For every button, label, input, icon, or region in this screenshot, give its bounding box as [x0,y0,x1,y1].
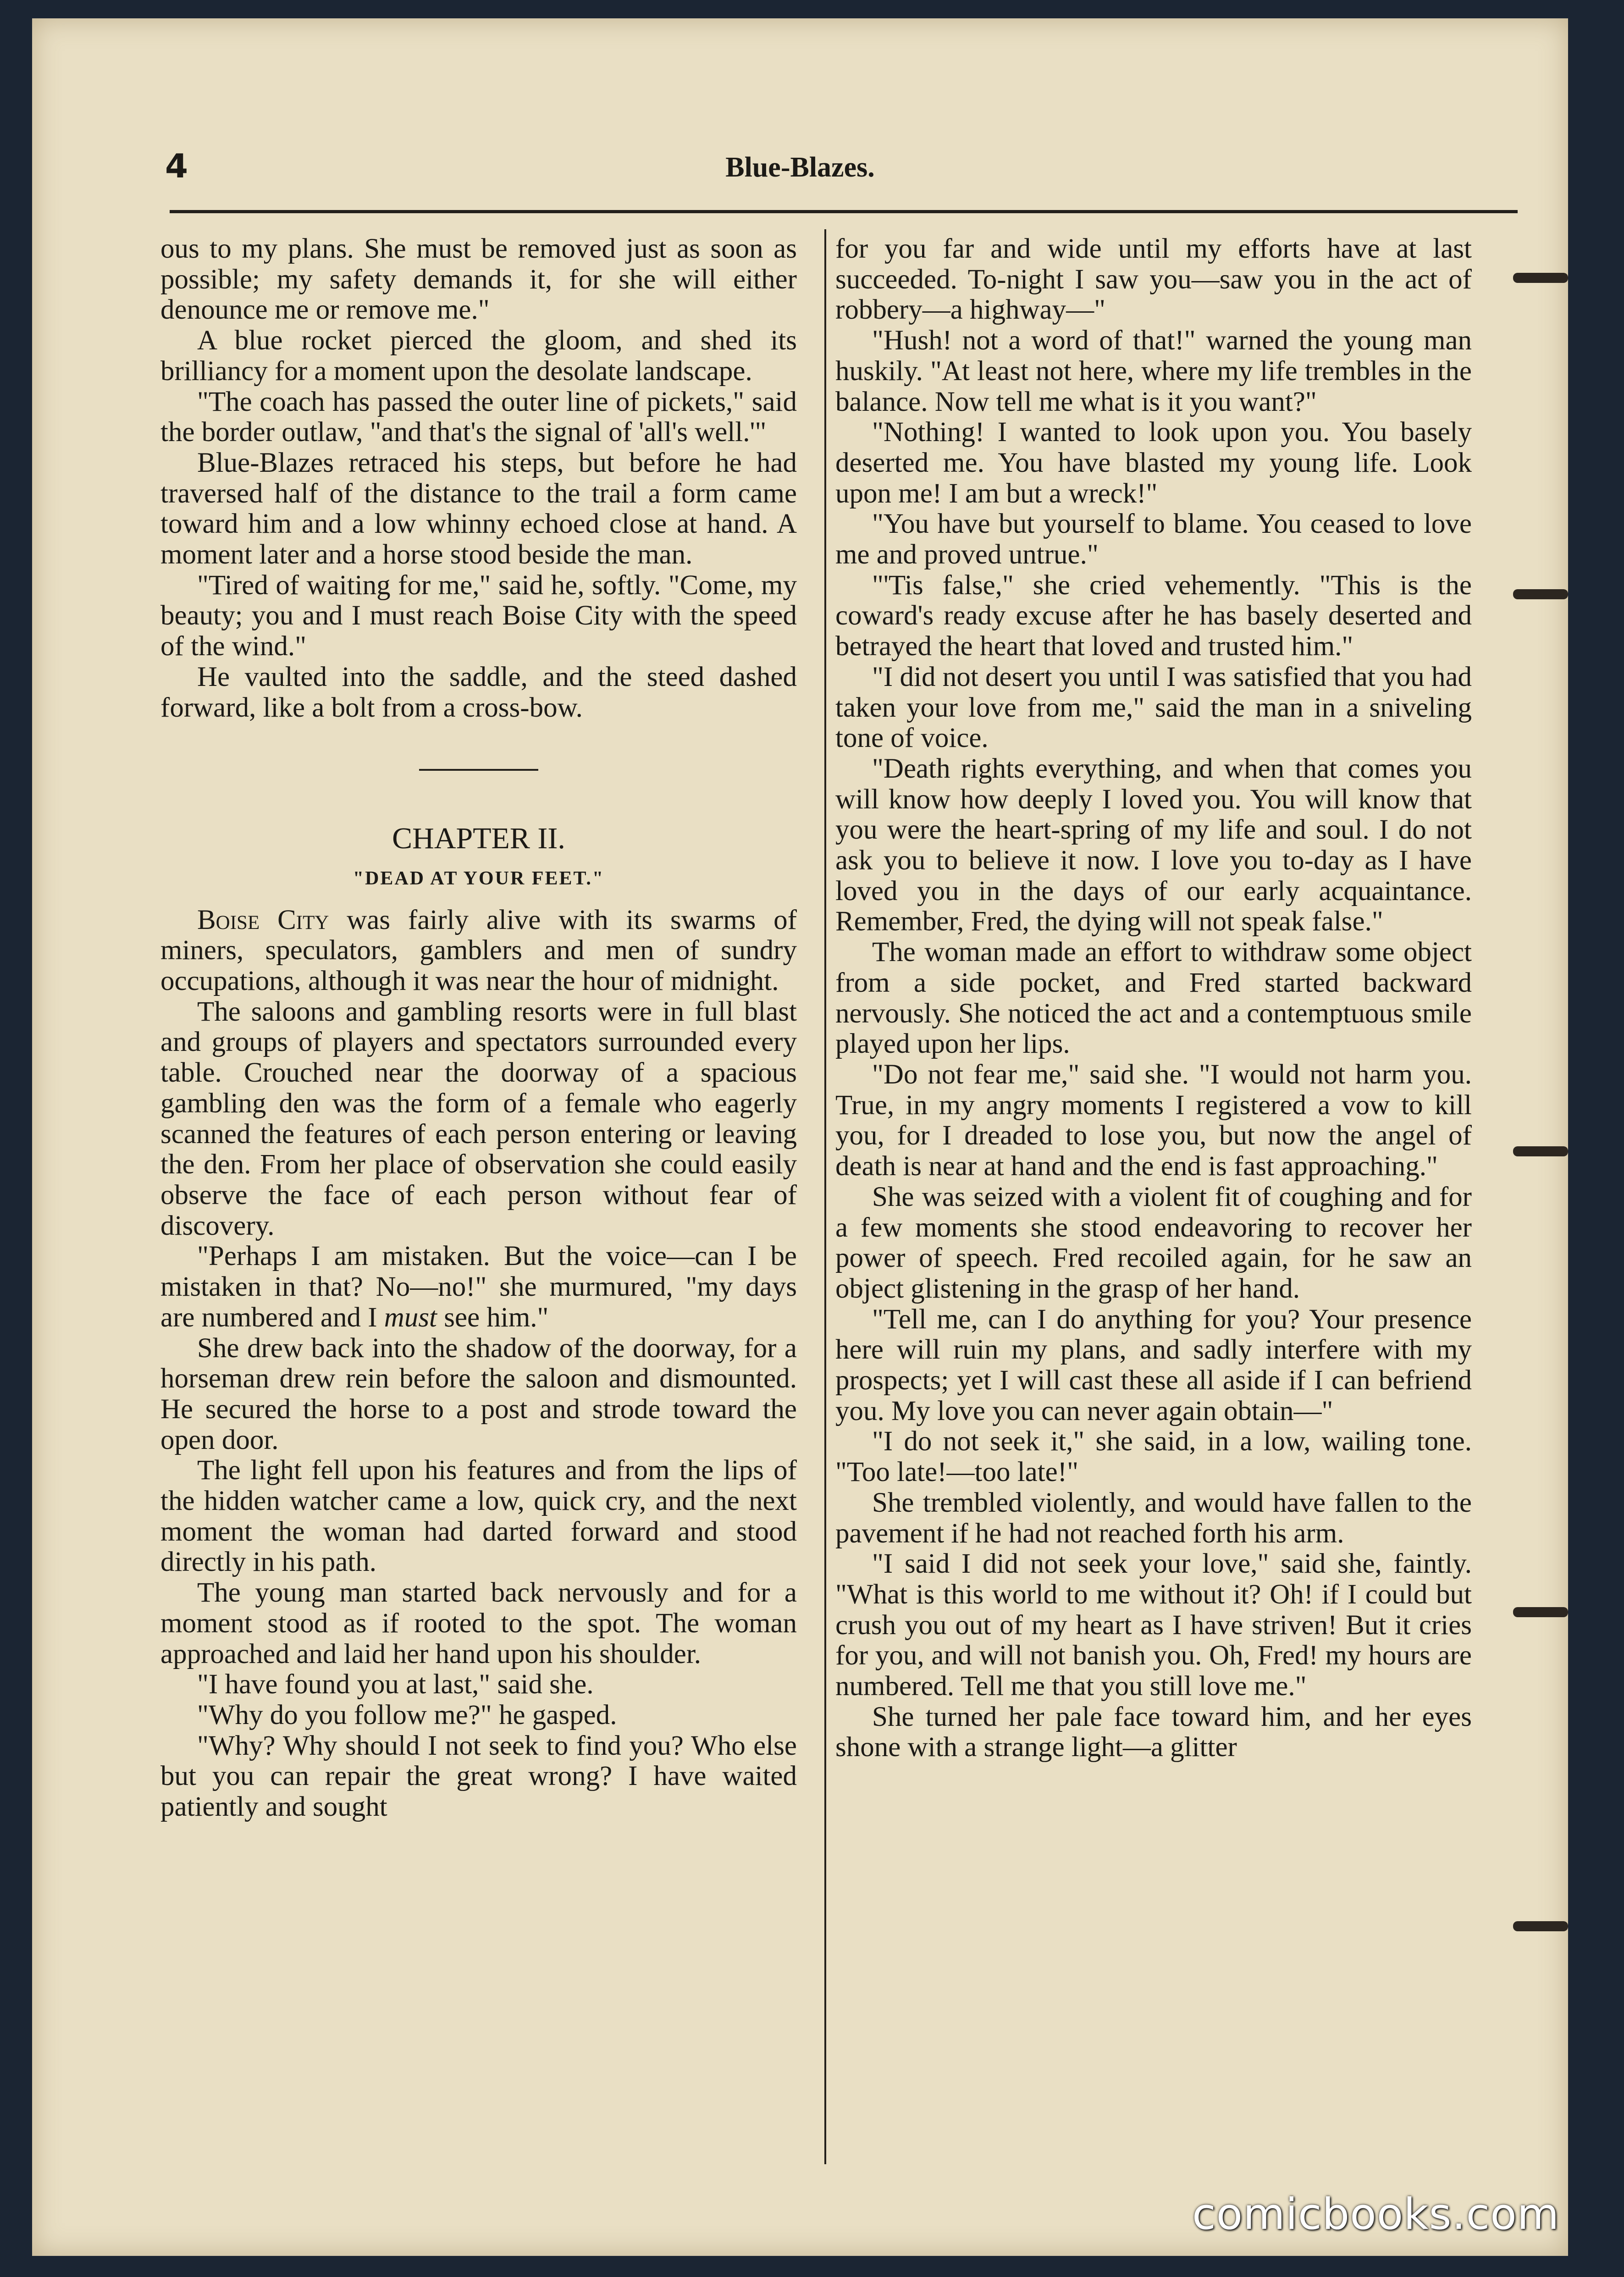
emphasis-text: must [384,1302,437,1333]
binding-staple [1513,273,1568,283]
small-caps-lead: Boise City [197,904,329,935]
paragraph: "Hush! not a word of that!" warned the young man huskily. "At least not here, where my life trembles in the balance. Now tell me what is it you want?" [835,325,1472,417]
paragraph: The saloons and gambling resorts were in full blast and groups of players and spectators surrounded every table. Crouched near the doorway of a spacious gambling den was the form of a female who eagerly scanned the features of each person entering or leaving the den. From her place of observation she could easily observe the face of each person without fear of discovery. [160,996,797,1241]
paragraph: "Nothing! I wanted to look upon you. You basely deserted me. You have blasted my young life. Look upon me! I am but a wreck!" [835,417,1472,509]
paragraph: "I did not desert you until I was satisfied that you had taken your love from me," said the man in a sniveling tone of voice. [835,661,1472,754]
chapter-heading: CHAPTER II. [392,822,565,856]
paragraph: A blue rocket pierced the gloom, and shed its brilliancy for a moment upon the desolate landscape. [160,325,797,387]
paragraph: He vaulted into the saddle, and the steed dashed forward, like a bolt from a cross-bow. [160,661,797,723]
paragraph: "'Tis false," she cried vehemently. "This is the coward's ready excuse after he has basely deserted and betrayed the heart that loved and trusted him." [835,569,1472,662]
running-title: Blue-Blazes. [725,152,875,183]
header-rule [170,210,1518,213]
book-page [32,18,1568,2256]
page-number: 4 [165,147,188,185]
paragraph: "The coach has passed the outer line of pickets," said the border outlaw, "and that's the signal of 'all's well.'" [160,386,797,448]
right-column [835,234,1472,1763]
paragraph: She was seized with a violent fit of coughing and for a few moments she stood endeavoring to recover her power of speech. Fred recoiled again, for he saw an object glistening in the grasp of her hand. [835,1181,1472,1304]
paragraph: "You have but yourself to blame. You ceased to love me and proved untrue." [835,508,1472,570]
paragraph: for you far and wide until my efforts have at last succeeded. To-night I saw you—saw you in the act of robbery—a highway—" [835,233,1472,326]
left-column [160,234,797,1823]
text-run: see him." [437,1302,549,1333]
paragraph: "Tell me, can I do anything for you? Your presence here will ruin my plans, and sadly interfere with my prospects; yet I will cast these all aside if I can befriend you. My love you can never again obtain—" [835,1304,1472,1426]
paragraph: "Why do you follow me?" he gasped. [197,1699,617,1730]
watermark: comicbooks.com [1192,2189,1560,2239]
paragraph: The young man started back nervously and for a moment stood as if rooted to the spot. The woman approached and laid her hand upon his shoulder. [160,1577,797,1669]
binding-staple [1513,1607,1568,1617]
chapter-subtitle: "DEAD AT YOUR FEET." [353,868,605,889]
opening-text: was fairly alive with its swarms of miners, speculators, gamblers and men of sundry occupations, although it was near the hour of midnight. [160,904,797,997]
section-divider [419,769,538,771]
paragraph: The light fell upon his features and from the lips of the hidden watcher came a low, quick cry, and the next moment the woman had darted forward and stood directly in his path. [160,1455,797,1578]
binding-staple [1513,1146,1568,1156]
paragraph: "Death rights everything, and when that comes you will know how deeply I loved you. You will know that you were the heart-spring of my life and soul. I do not ask you to believe it now. I love you to-day as I have loved you in the days of our early acquaintance. Remember, Fred, the dying will not speak false." [835,753,1472,937]
text-run: "Perhaps I am mistaken. But the voice—can I be mistaken in that? No—no!" she murmured, "my days are numbered and I [160,1241,797,1333]
paragraph: Blue-Blazes retraced his steps, but before he had traversed half of the distance to the trail a form came toward him and a low whinny echoed close at hand. A moment later and a horse stood beside the man. [160,447,797,570]
paragraph: "I have found you at last," said she. [197,1669,594,1700]
paragraph: She turned her pale face toward him, and her eyes shone with a strange light—a glitter [835,1701,1472,1763]
paragraph: The woman made an effort to withdraw some object from a side pocket, and Fred started backward nervously. She noticed the act and a contemptuous smile played upon her lips. [835,937,1472,1060]
paragraph: She drew back into the shadow of the doorway, for a horseman drew rein before the saloon and dismounted. He secured the horse to a post and strode toward the open door. [160,1332,797,1455]
binding-staple [1513,1921,1568,1931]
binding-staple [1513,589,1568,599]
paragraph: "Tired of waiting for me," said he, softly. "Come, my beauty; you and I must reach Boise City with the speed of the wind." [160,569,797,662]
chapter-opening-paragraph [160,905,797,997]
column-divider [824,229,826,2164]
paragraph: "Do not fear me," said she. "I would not harm you. True, in my angry moments I registered a vow to kill you, for I dreaded to lose you, but now the angel of death is near at hand and the end is fast approaching." [835,1059,1472,1182]
paragraph: "I said I did not seek your love," said she, faintly. "What is this world to me without it? Oh! if I could but crush you out of my heart as I have striven! But it cries for you, and will not banish you. Oh, Fred! my hours are numbered. Tell me that you still love me." [835,1548,1472,1702]
paragraph: "Why? Why should I not seek to find you? Who else but you can repair the great wrong? I have waited patiently and sought [160,1730,797,1823]
paragraph: She trembled violently, and would have fallen to the pavement if he had not reached forth his arm. [835,1487,1472,1549]
paragraph: "I do not seek it," she said, in a low, wailing tone. "Too late!—too late!" [835,1426,1472,1488]
paragraph: ous to my plans. She must be removed just as soon as possible; my safety demands it, for she will either denounce me or remove me." [160,233,797,326]
paragraph [160,1241,797,1333]
